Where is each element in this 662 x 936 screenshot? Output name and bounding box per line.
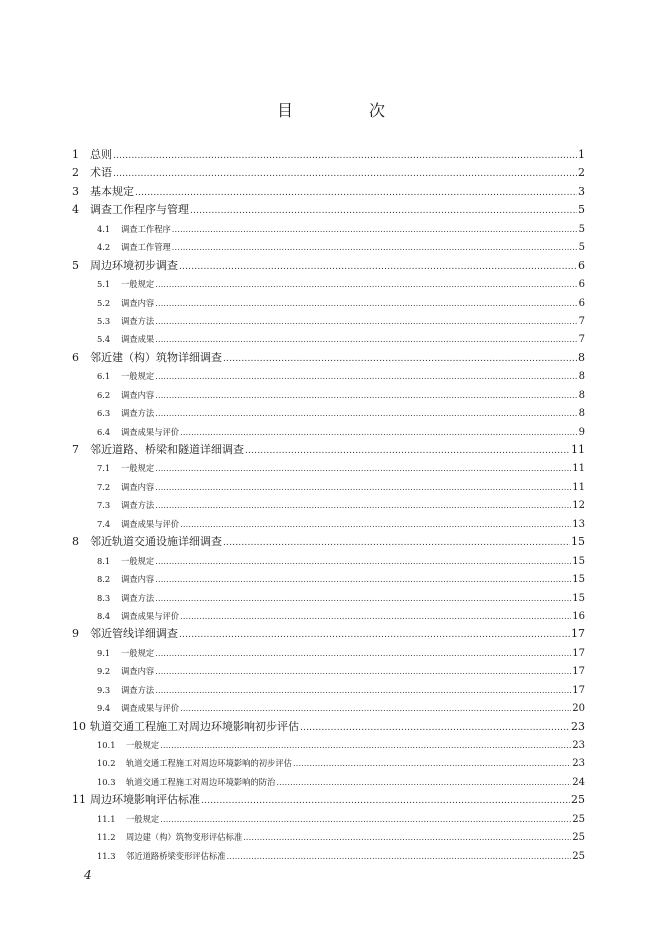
toc-chapter-entry[interactable] xyxy=(0,625,662,643)
toc-entry-number: 9 xyxy=(72,627,79,641)
toc-entry-page: 5 xyxy=(578,223,585,235)
toc-entry-number: 9.2 xyxy=(97,666,111,677)
toc-entry-number: 5.4 xyxy=(97,334,111,345)
toc-entry-title: 一般规定 xyxy=(121,647,155,658)
toc-entry-number: 5.3 xyxy=(97,315,111,326)
toc-entry-number: 6 xyxy=(72,350,79,364)
toc-dot-leader xyxy=(155,276,577,294)
toc-dot-leader xyxy=(180,700,571,718)
toc-entry-page: 5 xyxy=(578,203,585,217)
toc-dot-leader xyxy=(155,553,571,571)
toc-dot-leader xyxy=(179,258,577,276)
toc-entry-page: 15 xyxy=(572,592,585,604)
toc-entry-title: 一般规定 xyxy=(121,279,155,290)
toc-entry-number: 4.1 xyxy=(97,223,111,234)
toc-entry-number: 5.1 xyxy=(97,279,111,290)
toc-dot-leader xyxy=(113,147,577,165)
toc-dot-leader xyxy=(155,331,577,349)
toc-entry-page: 7 xyxy=(578,334,585,346)
toc-dot-leader xyxy=(155,590,571,608)
toc-dot-leader xyxy=(276,774,571,792)
toc-section-entry[interactable] xyxy=(0,404,662,422)
toc-entry-title: 调查方法 xyxy=(121,592,155,603)
toc-section-entry[interactable] xyxy=(0,275,662,293)
toc-entry-page: 8 xyxy=(578,371,585,383)
toc-dot-leader xyxy=(155,405,577,423)
toc-entry-title: 一般规定 xyxy=(126,740,160,750)
toc-entry-title: 一般规定 xyxy=(121,371,155,382)
toc-entry-title: 邻近管线详细调查 xyxy=(90,627,178,641)
toc-dot-leader xyxy=(180,608,571,626)
toc-entry-number: 5.2 xyxy=(97,297,111,308)
toc-dot-leader xyxy=(227,848,572,866)
toc-entry-page: 25 xyxy=(571,793,585,807)
toc-entry-title: 调查方法 xyxy=(121,408,155,419)
toc-entry-number: 2 xyxy=(72,166,79,180)
toc-entry-page: 8 xyxy=(578,350,585,364)
toc-entry-title: 基本规定 xyxy=(90,184,134,198)
toc-entry-title: 周边环境影响评估标准 xyxy=(90,793,200,807)
toc-entry-page: 17 xyxy=(572,666,585,678)
toc-dot-leader xyxy=(245,442,570,460)
toc-entry-number: 6.3 xyxy=(97,408,111,419)
toc-dot-leader xyxy=(293,755,571,773)
toc-section-entry[interactable] xyxy=(0,754,662,772)
toc-entry-number: 6.4 xyxy=(97,426,111,437)
toc-entry-page: 7 xyxy=(578,315,585,327)
toc-dot-leader xyxy=(180,424,578,442)
toc-entry-number: 9.1 xyxy=(97,647,111,658)
toc-entry-title: 轨道交通工程施工对周边环境影响的初步评估 xyxy=(126,758,292,769)
toc-entry-page: 12 xyxy=(572,500,585,512)
toc-entry-number: 10.1 xyxy=(97,740,116,750)
toc-entry-page: 11 xyxy=(572,481,585,493)
toc-entry-page: 17 xyxy=(572,684,585,696)
toc-section-entry[interactable] xyxy=(0,330,662,348)
toc-entry-number: 7.2 xyxy=(97,481,111,492)
toc-section-entry[interactable] xyxy=(0,367,662,385)
toc-entry-page: 6 xyxy=(578,297,585,309)
toc-dot-leader xyxy=(160,737,571,755)
toc-section-entry[interactable] xyxy=(0,773,662,791)
toc-section-entry[interactable] xyxy=(0,662,662,680)
toc-dot-leader xyxy=(243,829,571,847)
toc-entry-title: 邻近道路桥梁变形评估标准 xyxy=(126,850,226,861)
toc-dot-leader xyxy=(155,295,577,313)
toc-dot-leader xyxy=(155,663,571,681)
toc-entry-number: 8.1 xyxy=(97,555,111,566)
toc-entry-number: 3 xyxy=(72,184,79,198)
toc-entry-number: 10.2 xyxy=(97,758,116,769)
toc-entry-title: 调查成果与评价 xyxy=(121,610,180,621)
toc-dot-leader xyxy=(155,387,577,405)
toc-entry-title: 调查成果与评价 xyxy=(121,703,180,714)
toc-entry-number: 11.3 xyxy=(97,850,116,861)
toc-entry-page: 5 xyxy=(578,242,585,254)
toc-entry-page: 3 xyxy=(578,184,585,198)
toc-chapter-entry[interactable] xyxy=(0,349,662,367)
toc-entry-title: 一般规定 xyxy=(126,813,160,824)
toc-entry-number: 7.1 xyxy=(97,463,111,474)
toc-dot-leader xyxy=(155,460,571,478)
toc-section-entry[interactable] xyxy=(0,496,662,514)
toc-entry-page: 24 xyxy=(572,776,585,788)
toc-entry-page: 25 xyxy=(572,813,585,825)
toc-section-entry[interactable] xyxy=(0,220,662,238)
page-title: 目 次 xyxy=(276,101,415,120)
toc-entry-title: 术语 xyxy=(90,166,112,180)
toc-entry-title: 调查成果 xyxy=(121,334,155,345)
toc-entry-number: 7.4 xyxy=(97,518,111,529)
toc-chapter-entry[interactable] xyxy=(0,201,662,219)
toc-entry-page: 23 xyxy=(571,719,585,733)
toc-entry-title: 调查内容 xyxy=(121,666,155,677)
table-of-contents xyxy=(0,146,662,865)
toc-entry-title: 调查内容 xyxy=(121,389,155,400)
toc-entry-number: 7.3 xyxy=(97,500,111,511)
toc-chapter-entry[interactable] xyxy=(0,164,662,182)
toc-entry-page: 2 xyxy=(578,166,585,180)
toc-dot-leader xyxy=(155,313,577,331)
toc-entry-page: 15 xyxy=(572,555,585,567)
toc-dot-leader xyxy=(201,792,570,810)
toc-entry-title: 轨道交通工程施工对周边环境影响的防治 xyxy=(126,776,276,787)
toc-entry-title: 调查工作管理 xyxy=(121,242,171,253)
toc-entry-number: 1 xyxy=(72,148,79,161)
toc-dot-leader xyxy=(223,534,570,552)
toc-entry-number: 8.2 xyxy=(97,574,111,585)
toc-dot-leader xyxy=(180,516,571,534)
toc-section-entry[interactable] xyxy=(0,607,662,625)
toc-entry-page: 17 xyxy=(571,627,585,641)
toc-entry-page: 15 xyxy=(571,535,585,549)
toc-section-entry[interactable] xyxy=(0,699,662,717)
toc-entry-title: 调查内容 xyxy=(121,297,155,308)
toc-section-entry[interactable] xyxy=(0,847,662,865)
toc-entry-page: 6 xyxy=(578,279,585,291)
toc-entry-page: 8 xyxy=(578,408,585,420)
toc-entry-number: 11 xyxy=(72,793,86,807)
toc-entry-page: 15 xyxy=(572,574,585,586)
toc-entry-page: 16 xyxy=(572,610,585,622)
toc-section-entry[interactable] xyxy=(0,312,662,330)
toc-dot-leader xyxy=(172,221,578,239)
toc-entry-number: 7 xyxy=(72,443,79,456)
toc-entry-title: 调查成果与评价 xyxy=(121,518,180,529)
toc-dot-leader xyxy=(160,811,571,829)
toc-entry-page: 23 xyxy=(572,740,585,751)
toc-entry-number: 8 xyxy=(72,535,79,549)
toc-entry-number: 5 xyxy=(72,258,79,272)
toc-entry-page: 23 xyxy=(572,758,585,770)
toc-entry-page: 9 xyxy=(578,426,585,438)
toc-section-entry[interactable] xyxy=(0,294,662,312)
toc-dot-leader xyxy=(155,368,577,386)
toc-entry-page: 6 xyxy=(578,258,585,272)
toc-dot-leader xyxy=(179,626,570,644)
toc-section-entry[interactable] xyxy=(0,552,662,570)
toc-dot-leader xyxy=(155,645,571,663)
toc-entry-title: 轨道交通工程施工对周边环境影响初步评估 xyxy=(90,719,299,733)
toc-dot-leader xyxy=(155,497,571,515)
toc-section-entry[interactable] xyxy=(0,681,662,699)
toc-entry-title: 总则 xyxy=(90,148,112,161)
toc-section-entry[interactable] xyxy=(0,570,662,588)
toc-entry-number: 9.4 xyxy=(97,703,111,714)
toc-entry-title: 调查方法 xyxy=(121,684,155,695)
toc-section-entry[interactable] xyxy=(0,386,662,404)
toc-dot-leader xyxy=(190,202,577,220)
toc-entry-title: 调查工作程序与管理 xyxy=(90,203,189,217)
toc-entry-number: 6.2 xyxy=(97,389,111,400)
toc-section-entry[interactable] xyxy=(0,515,662,533)
toc-entry-page: 17 xyxy=(572,647,585,659)
toc-entry-page: 11 xyxy=(572,463,585,475)
toc-entry-number: 4 xyxy=(72,203,79,217)
toc-entry-title: 一般规定 xyxy=(121,463,155,474)
toc-entry-number: 11.2 xyxy=(97,832,116,843)
toc-dot-leader xyxy=(135,184,577,202)
toc-dot-leader xyxy=(155,682,571,700)
toc-entry-page: 20 xyxy=(572,703,585,715)
toc-entry-title: 调查方法 xyxy=(121,315,155,326)
toc-section-entry[interactable] xyxy=(0,459,662,477)
toc-section-entry[interactable] xyxy=(0,644,662,662)
toc-dot-leader xyxy=(155,479,571,497)
toc-chapter-entry[interactable] xyxy=(0,183,662,201)
toc-entry-number: 4.2 xyxy=(97,242,111,253)
toc-entry-title: 邻近道路、桥梁和隧道详细调查 xyxy=(90,443,244,456)
toc-chapter-entry[interactable] xyxy=(0,718,662,736)
toc-entry-title: 调查方法 xyxy=(121,500,155,511)
toc-dot-leader xyxy=(223,350,577,368)
toc-entry-title: 邻近轨道交通设施详细调查 xyxy=(90,535,222,549)
toc-entry-page: 8 xyxy=(578,389,585,401)
toc-entry-page: 25 xyxy=(572,832,585,844)
toc-entry-page: 1 xyxy=(578,148,585,161)
toc-dot-leader xyxy=(155,571,571,589)
toc-entry-page: 11 xyxy=(571,443,585,456)
toc-entry-number: 10.3 xyxy=(97,776,116,787)
toc-entry-number: 10 xyxy=(72,719,86,733)
toc-section-entry[interactable] xyxy=(0,810,662,828)
toc-entry-number: 9.3 xyxy=(97,684,111,695)
toc-chapter-entry[interactable] xyxy=(0,146,662,164)
toc-section-entry[interactable] xyxy=(0,589,662,607)
toc-section-entry[interactable] xyxy=(0,478,662,496)
toc-chapter-entry[interactable] xyxy=(0,533,662,551)
toc-section-entry[interactable] xyxy=(0,423,662,441)
toc-section-entry[interactable] xyxy=(0,828,662,846)
toc-entry-title: 调查成果与评价 xyxy=(121,426,180,437)
toc-entry-number: 8.3 xyxy=(97,592,111,603)
toc-entry-title: 一般规定 xyxy=(121,555,155,566)
toc-entry-number: 11.1 xyxy=(97,813,116,824)
toc-entry-number: 6.1 xyxy=(97,371,111,382)
toc-entry-title: 调查工作程序 xyxy=(121,223,171,234)
toc-entry-title: 周边建（构）筑物变形评估标准 xyxy=(126,832,243,843)
toc-chapter-entry[interactable] xyxy=(0,441,662,459)
toc-entry-page: 13 xyxy=(572,518,585,530)
toc-entry-title: 调查内容 xyxy=(121,574,155,585)
toc-entry-title: 调查内容 xyxy=(121,481,155,492)
toc-section-entry[interactable] xyxy=(0,736,662,754)
toc-entry-number: 8.4 xyxy=(97,610,111,621)
toc-chapter-entry[interactable] xyxy=(0,791,662,809)
toc-chapter-entry[interactable] xyxy=(0,257,662,275)
toc-entry-page: 25 xyxy=(572,850,585,862)
toc-dot-leader xyxy=(300,719,570,737)
toc-dot-leader xyxy=(172,239,578,257)
page-number: 4 xyxy=(84,868,92,882)
toc-dot-leader xyxy=(113,165,577,183)
toc-entry-title: 周边环境初步调查 xyxy=(90,258,178,272)
toc-entry-title: 邻近建（构）筑物详细调查 xyxy=(90,350,222,364)
toc-section-entry[interactable] xyxy=(0,238,662,256)
